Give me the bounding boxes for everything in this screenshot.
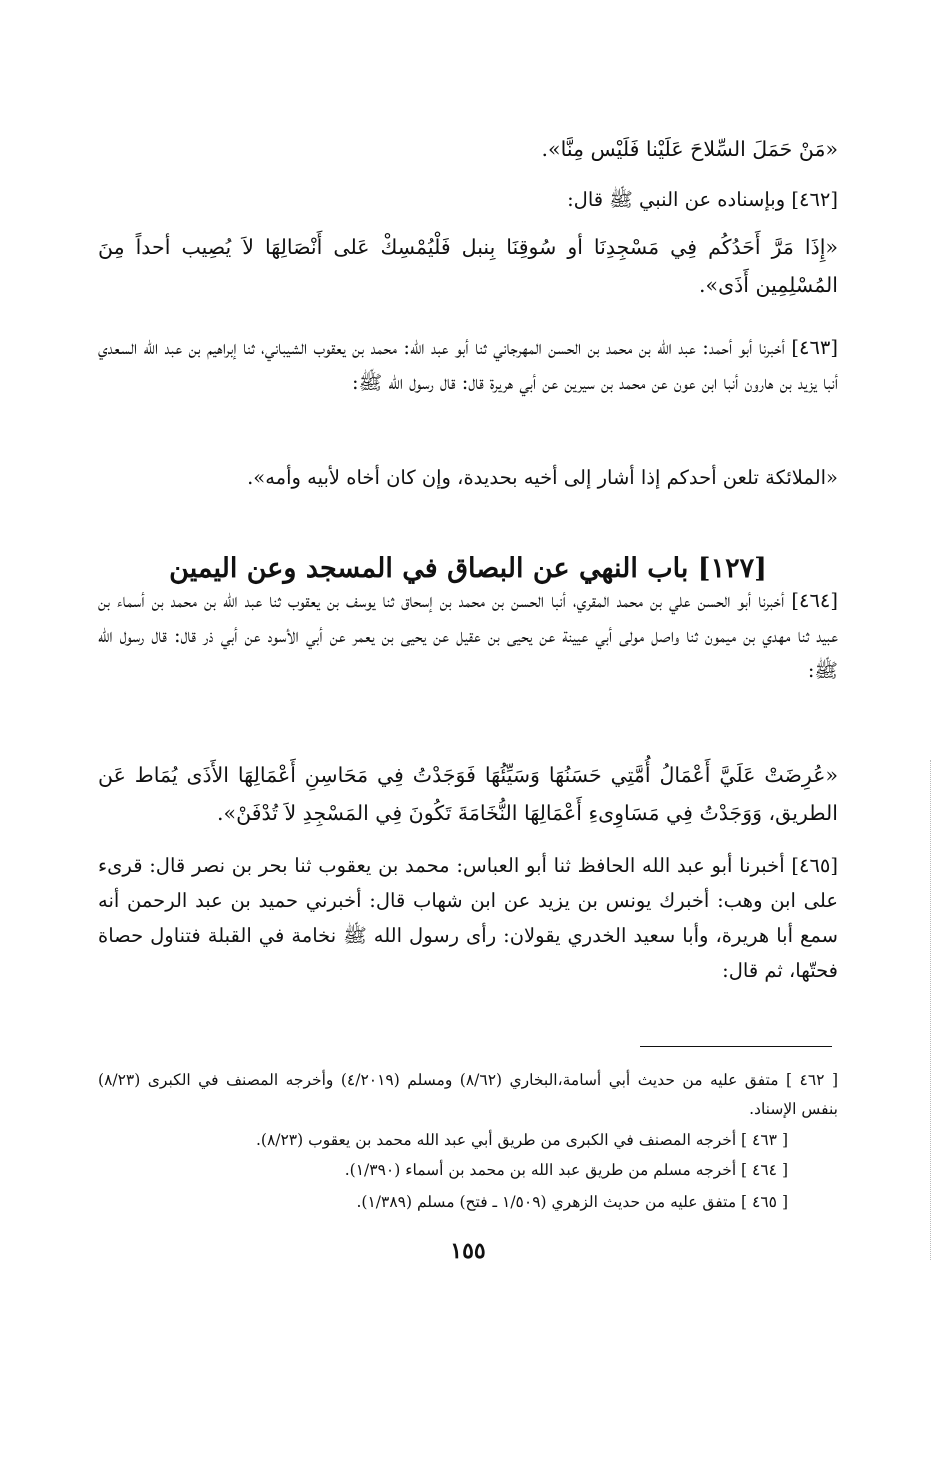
hadith-text-461: «مَنْ حَمَلَ السِّلاحَ عَلَيْنا فَلَيْس مِنَّا». [541,137,838,161]
isnad-paragraph-462: [٤٦٢] وبإسناده عن النبي ﷺ قال: [567,188,838,211]
chapter-title: [١٢٧] باب النهي عن البصاق في المسجد وعن اليمين [169,553,767,585]
footnote-462: [ ٤٦٢ ] متفق عليه من حديث أبي أسامة،البخاري (٨/٦٢) ومسلم (٤/٢٠١٩) وأخرجه المصنف في الكبرى (٨/٢٣) بنفس الإسناد. [98,1071,838,1118]
hadith-text-463: «الملائكة تلعن أحدكم إذا أشار إلى أخيه بحديدة، وإن كان أخاه لأبيه وأمه». [247,466,838,489]
hadith-text-462: «إِذَا مَرَّ أَحَدُكُم فِي مَسْجِدِنَا أو سُوقِنَا بِنبل فَلْيُمْسِكْ عَلى أَنْصَالِهَا لاَ يُصِيب أحداً مِنَ المُسْلِمِين أَذَى». [98,235,838,297]
hadith-text-464: «عُرِضَتْ عَلَيَّ أَعْمَالُ أُمَّتِي حَسَنُهَا وَسَيِّئُهَا فَوَجَدْتُ فِي مَحَاسِنِ أَعْمَالِهَا الأَذَى يُمَاط عَن الطريق، وَوَجَدْتُ فِي مَسَاوِىءِ أَعْمَالِهَا النُّخَامَةَ تَكُونَ فِي المَسْجِدِ لاَ تُدْفَنْ». [98,763,838,825]
isnad-paragraph-465: [٤٦٥] أخبرنا أبو عبد الله الحافظ ثنا أبو العباس: محمد بن يعقوب ثنا بحر بن نصر قال: قرىء على ابن وهب: أخبرك يونس بن يزيد عن ابن شهاب قال: أخبرني حميد بن عبد الرحمن أنه سمع أبا هريرة، وأبا سعيد الخدري يقولان: رأى رسول الله ﷺ نخامة في القبلة فتناول حصاة فحتّها، ثم قال: [98,854,838,982]
footnote-divider [640,1046,832,1047]
page-number: ١٥٥ [450,1238,486,1264]
footnote-465: [ ٤٦٥ ] متفق عليه من حديث الزهري (١/٥٠٩ ـ فتح) مسلم (١/٣٨٩). [356,1193,788,1211]
isnad-paragraph-463: [٤٦٣] أخبرنا أبو أحمد: عبد الله بن محمد بن الحسن المهرجاني ثنا أبو عبد الله: محمد بن يعقوب الشيباني، ثنا إبراهيم بن عبد الله السعدي أنبا يزيد بن هارون أنبا ابن عون عن محمد بن سيرين عن أبي هريرة قال: قال رسول الله ﷺ: [98,336,838,394]
footnote-463: [ ٤٦٣ ] أخرجه المصنف في الكبرى من طريق أبي عبد الله محمد بن يعقوب (٨/٢٣). [255,1131,788,1149]
footnote-464: [ ٤٦٤ ] أخرجه مسلم من طريق عبد الله بن محمد بن أسماء (١/٣٩٠). [344,1161,788,1179]
scan-margin-line [930,760,933,1260]
isnad-paragraph-464: [٤٦٤] أخبرنا أبو الحسن علي بن محمد المقري، أنبا الحسن بن محمد بن إسحاق ثنا يوسف بن يعقوب ثنا عبد الله بن محمد بن أسماء بن عبيد ثنا مهدي بن ميمون ثنا واصل مولى أبي عيينة عن يحيى بن عقيل عن يحيى بن يعمر عن أبي الأسود عن أبي ذر قال: قال رسول الله ﷺ: [98,589,838,682]
